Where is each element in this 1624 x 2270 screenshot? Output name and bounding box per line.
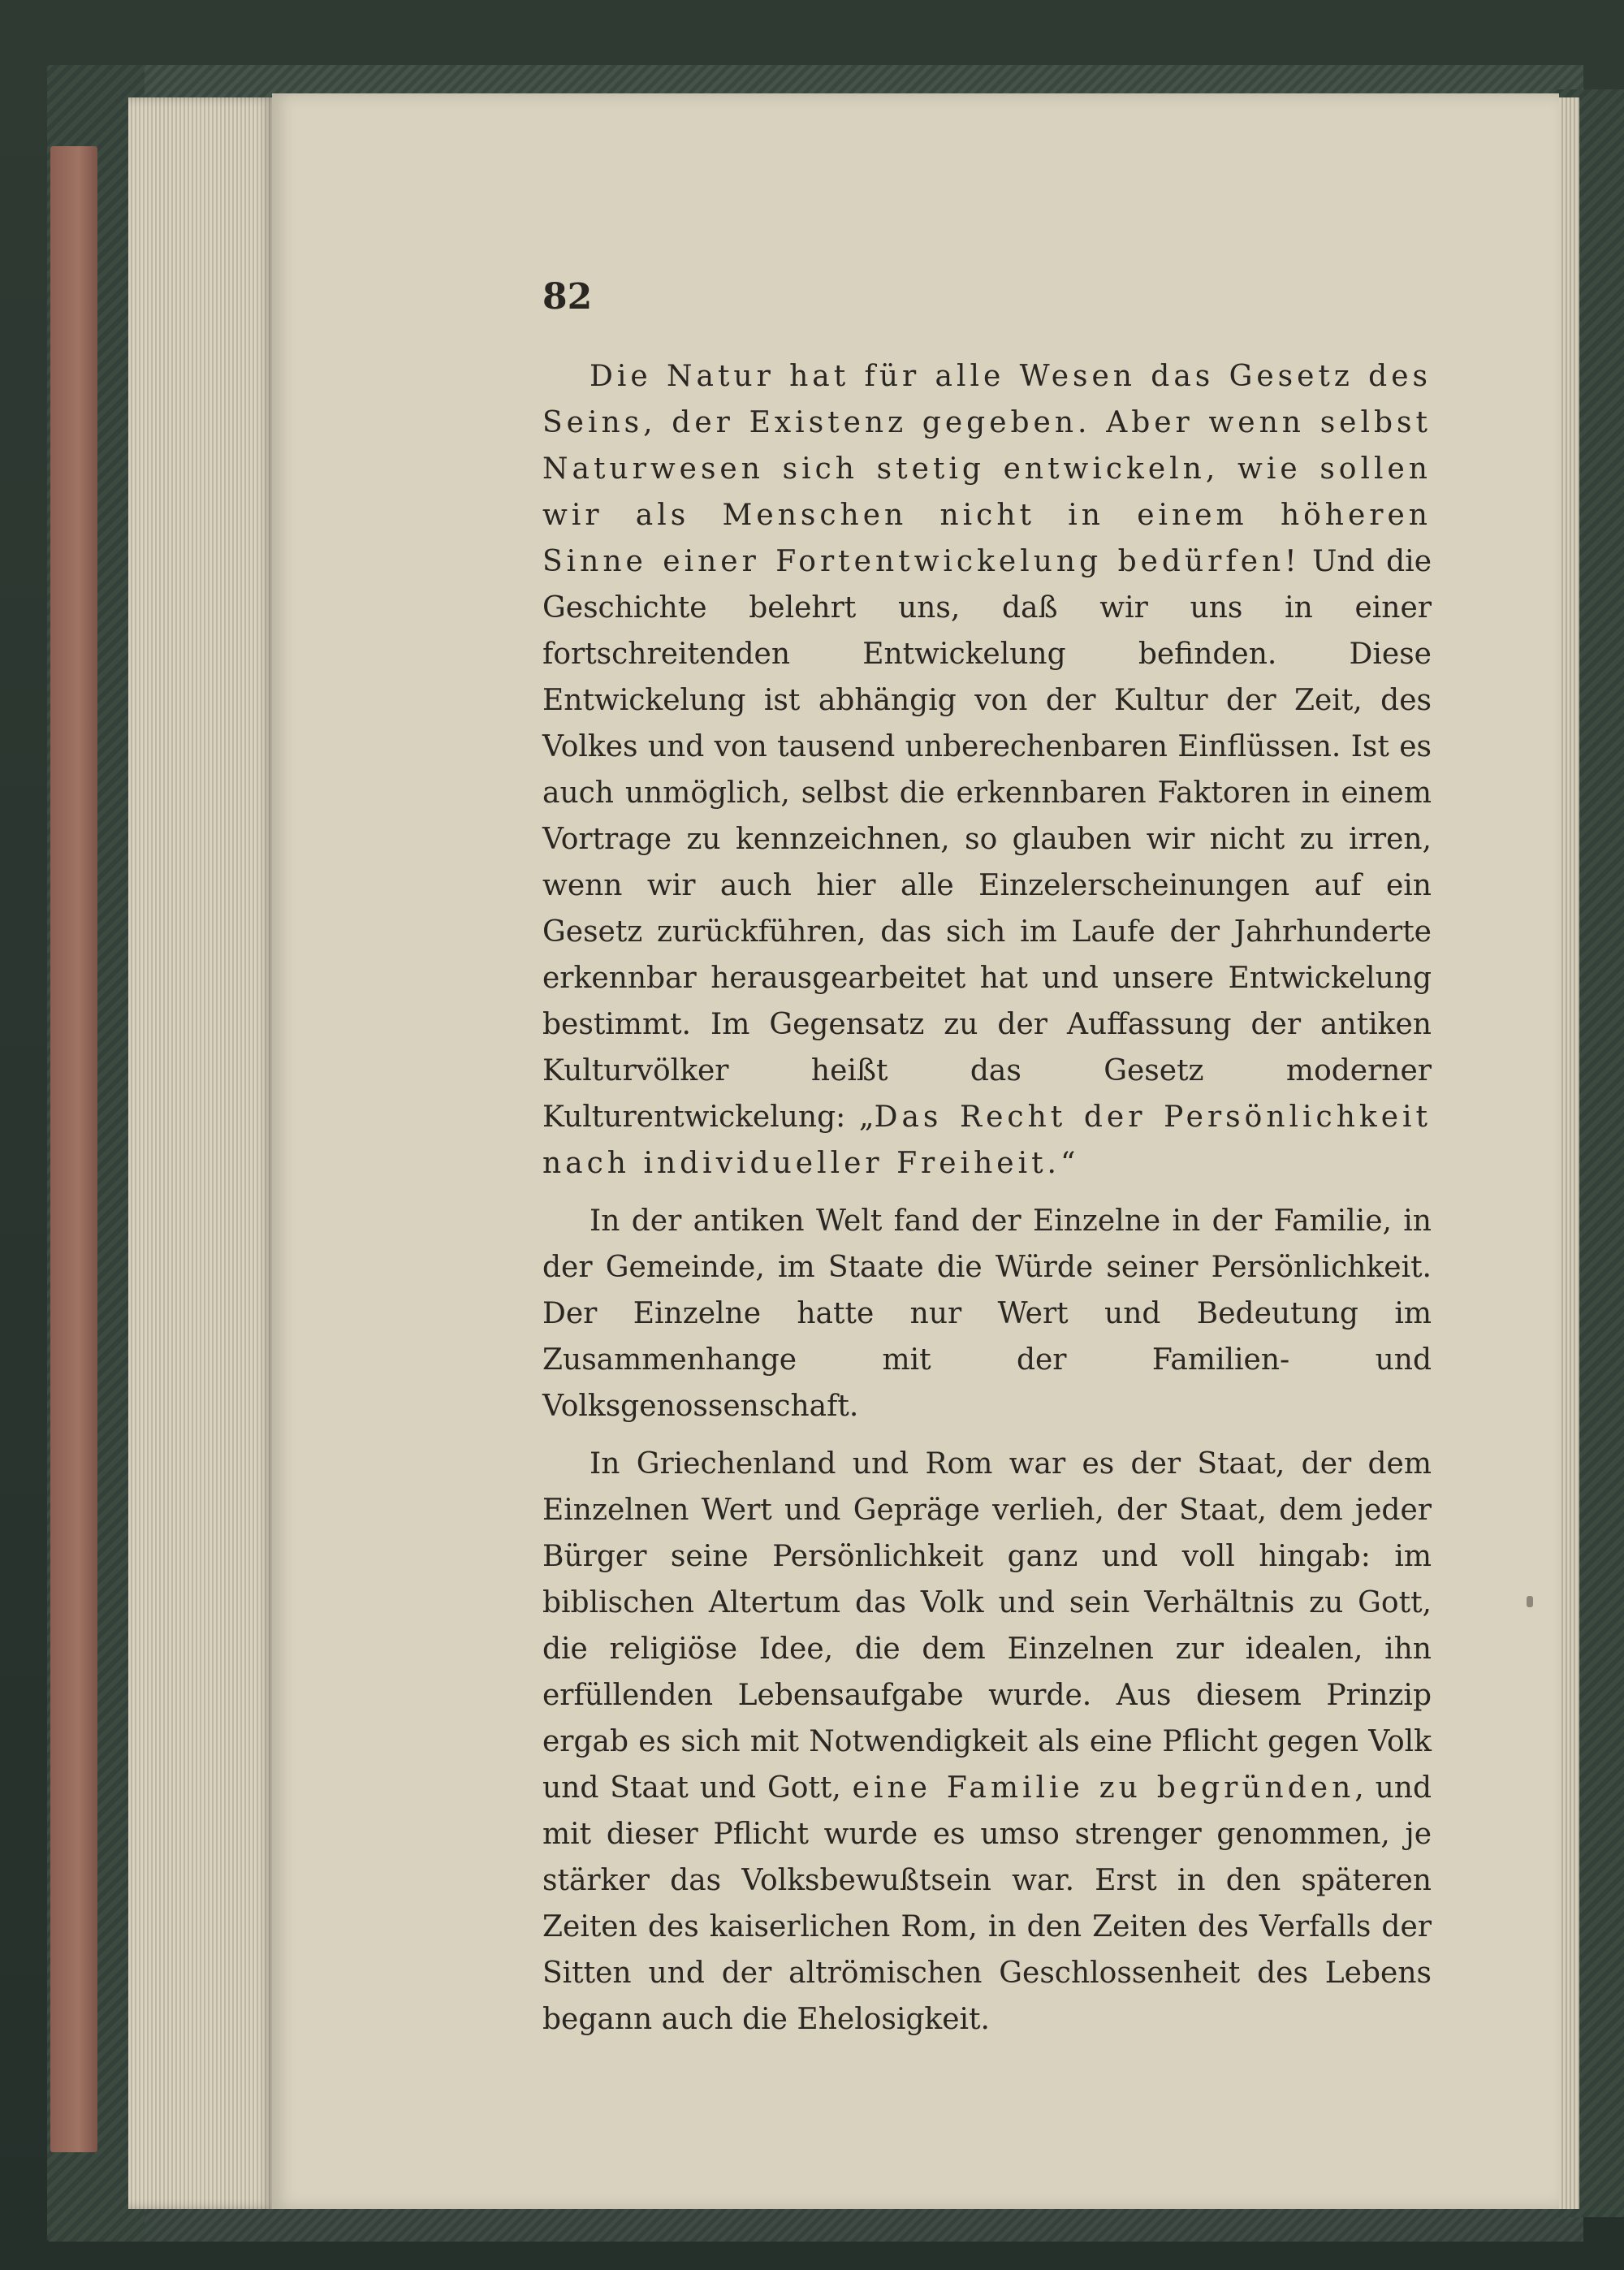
page-blemish xyxy=(1527,1596,1533,1607)
text-segment: eine Familie zu begründen xyxy=(852,1771,1355,1805)
book-spine-leather xyxy=(50,146,97,2152)
text-segment: Die Natur hat für alle Wesen das Gesetz des Seins, der Existenz gegeben. Aber wenn selbst Naturwesen sich stetig entwickeln, wie sollen wir als Menschen nicht in einem höheren Sinne einer Fortentwickelung bedürfen! xyxy=(542,360,1432,578)
paragraph-2 xyxy=(542,1198,1432,1429)
paragraph-3 xyxy=(542,1441,1432,2043)
paragraph-1 xyxy=(542,353,1432,1187)
text-segment: In Griechenland und Rom war es der Staat, der dem Einzelnen Wert und Gepräge verlieh, der Staat, dem jeder Bürger seine Persönlichkeit ganz und voll hingab: im biblischen Altertum das Volk und sein Verhältnis zu Gott, die religiöse Idee, die dem Einzelnen zur idealen, ihn erfüllenden Lebensaufgabe wurde. Aus diesem Prinzip ergab es sich mit Notwendigkeit als eine Pflicht gegen Volk und Staat und Gott, xyxy=(542,1447,1432,1805)
text-segment: , und mit dieser Pflicht wurde es umso strenger genommen, je stärker das Volksbewußtsein war. Erst in den späteren Zeiten des kaiserlichen Rom, in den Zeiten des Verfalls der Sitten und der altrömischen Geschlossenheit des Lebens begann auch die Ehelosigkeit. xyxy=(542,1771,1432,2036)
text-segment: Und die Geschichte belehrt uns, daß wir uns in einer fortschreitenden Entwickelung befinden. Diese Entwickelung ist abhängig von der Kultur der Zeit, des Volkes und von tausend unberechenbaren Einflüssen. Ist es auch unmöglich, selbst die erkennbaren Faktoren in einem Vortrage zu kennzeichnen, so glauben wir nicht zu irren, wenn wir auch hier alle Einzelerscheinungen auf ein Gesetz zurückführen, das sich im Laufe der Jahrhunderte erkennbar herausgearbeitet hat und unsere Entwickelung bestimmt. Im Gegensatz zu der Auffassung der antiken Kulturvölker heißt das Gesetz moderner Kulturentwickelung: „ xyxy=(542,545,1432,1134)
page-stack-edges xyxy=(128,97,274,2209)
text-segment: In der antiken Welt fand der Einzelne in der Familie, in der Gemeinde, im Staate die Würde seiner Persönlichkeit. Der Einzelne hatte nur Wert und Bedeutung im Zusammenhange mit der Familien- und Volksgenossenschaft. xyxy=(542,1204,1432,1423)
text-segment: Das Recht der Persönlichkeit nach individueller Freiheit. xyxy=(542,1100,1432,1180)
book-page xyxy=(272,93,1559,2209)
page-number: 82 xyxy=(542,276,593,318)
body-text xyxy=(542,353,1432,2054)
text-segment: “ xyxy=(1060,1147,1076,1180)
